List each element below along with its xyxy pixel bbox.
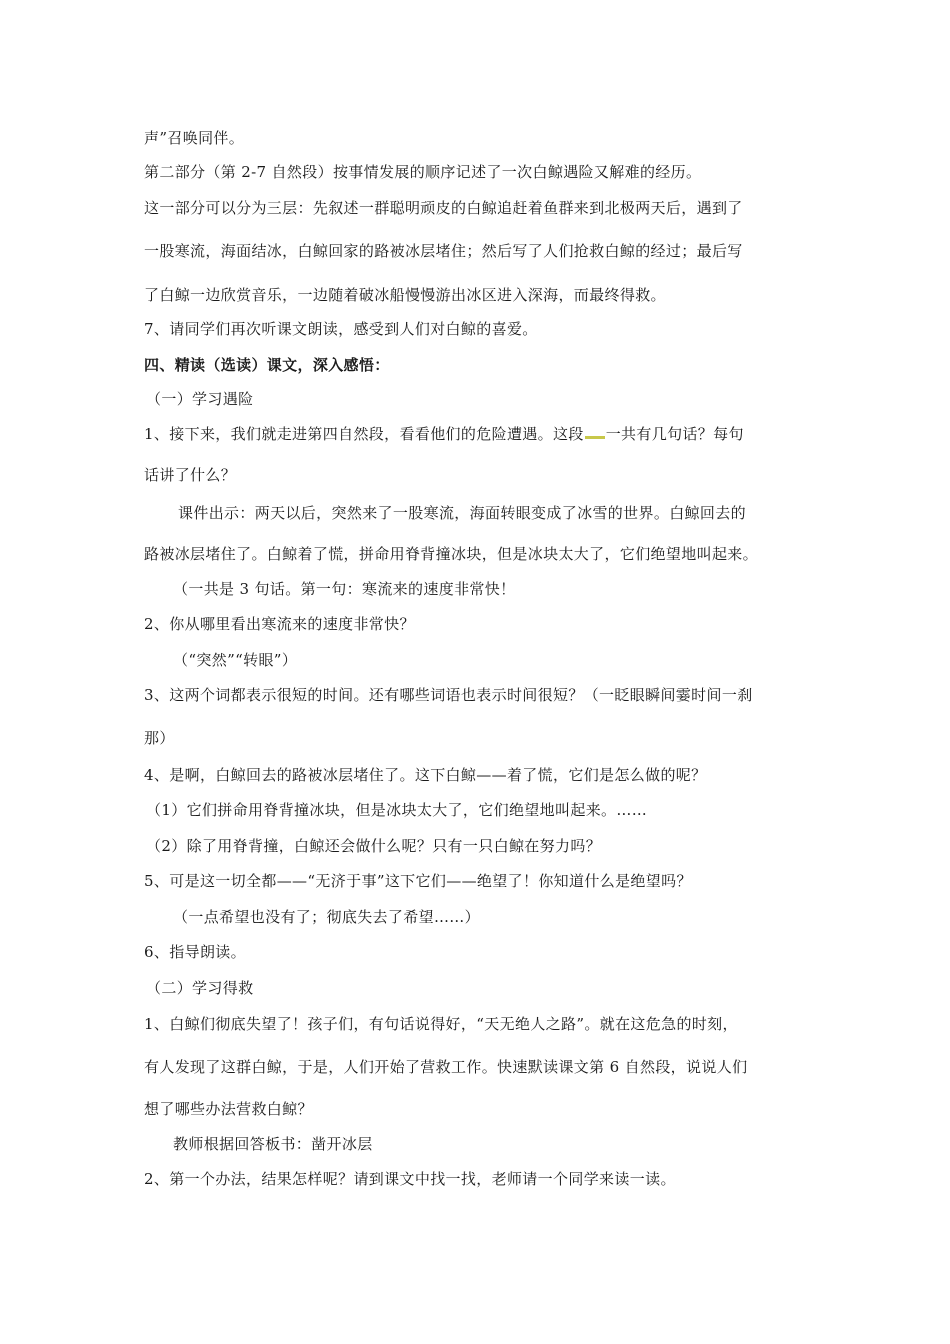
- text-line: 1、白鲸们彻底失望了！孩子们，有句话说得好，“天无绝人之路”。就在这危急的时刻，: [144, 1015, 738, 1033]
- text-line: 2、第一个办法，结果怎样呢？请到课文中找一找，老师请一个同学来读一读。: [144, 1170, 676, 1188]
- text-line: 声”召唤同伴。: [144, 129, 245, 147]
- text-line: 教师根据回答板书：凿开冰层: [173, 1135, 373, 1153]
- text-line: 一股寒流，海面结冰，白鲸回家的路被冰层堵住；然后写了人们抢救白鲸的经过；最后写: [144, 242, 743, 260]
- text-line: 那）: [144, 729, 175, 747]
- text-line: 3、这两个词都表示很短的时间。还有哪些词语也表示时间很短？（一眨眼瞬间霎时间一刹: [144, 686, 753, 704]
- text-line: 6、指导朗读。: [144, 943, 246, 961]
- section-heading: 四、精读（选读）课文，深入感悟：: [144, 356, 390, 374]
- text-line: [144, 424, 744, 444]
- text-line: 5、可是这一切全都——“无济于事”这下它们——绝望了！你知道什么是绝望吗？: [144, 872, 692, 890]
- text-line: 2、你从哪里看出寒流来的速度非常快？: [144, 615, 415, 633]
- text-line: （“突然”“转眼”）: [173, 651, 298, 669]
- text-line: 路被冰层堵住了。白鲸着了慌，拼命用脊背撞冰块，但是冰块太大了，它们绝望地叫起来。: [144, 545, 759, 563]
- text-line: 4、是啊，白鲸回去的路被冰层堵住了。这下白鲸——着了慌，它们是怎么做的呢？: [144, 766, 707, 784]
- text-line: （一点希望也没有了；彻底失去了希望……）: [173, 908, 481, 926]
- text-line: 课件出示：两天以后，突然来了一股寒流，海面转眼变成了冰雪的世界。白鲸回去的: [178, 504, 746, 522]
- text-line: 这一部分可以分为三层：先叙述一群聪明顽皮的白鲸追赶着鱼群来到北极两天后，遇到了: [144, 199, 743, 217]
- text-line: （1）它们拼命用脊背撞冰块，但是冰块太大了，它们绝望地叫起来。……: [146, 801, 648, 819]
- subsection-heading: （一）学习遇险: [146, 390, 254, 408]
- highlight-mark: [585, 436, 605, 439]
- text-line: 话讲了什么？: [144, 466, 237, 484]
- text-line: （一共是 3 句话。第一句：寒流来的速度非常快！: [173, 580, 516, 598]
- text-line: 第二部分（第 2-7 自然段）按事情发展的顺序记述了一次白鲸遇险又解难的经历。: [144, 163, 702, 181]
- text-segment: 一共有几句话？每句: [605, 425, 744, 443]
- text-line: 7、请同学们再次听课文朗读，感受到人们对白鲸的喜爱。: [144, 320, 538, 338]
- text-line: 了白鲸一边欣赏音乐，一边随着破冰船慢慢游出冰区进入深海，而最终得救。: [144, 286, 666, 304]
- text-segment: 1、接下来，我们就走进第四自然段，看看他们的危险遭遇。这段: [144, 425, 584, 443]
- text-line: （2）除了用脊背撞，白鲸还会做什么呢？只有一只白鲸在努力吗？: [146, 837, 602, 855]
- text-line: 有人发现了这群白鲸，于是，人们开始了营救工作。快速默读课文第 6 自然段，说说人们: [144, 1058, 748, 1076]
- text-line: 想了哪些办法营救白鲸？: [144, 1100, 313, 1118]
- subsection-heading: （二）学习得救: [146, 979, 254, 997]
